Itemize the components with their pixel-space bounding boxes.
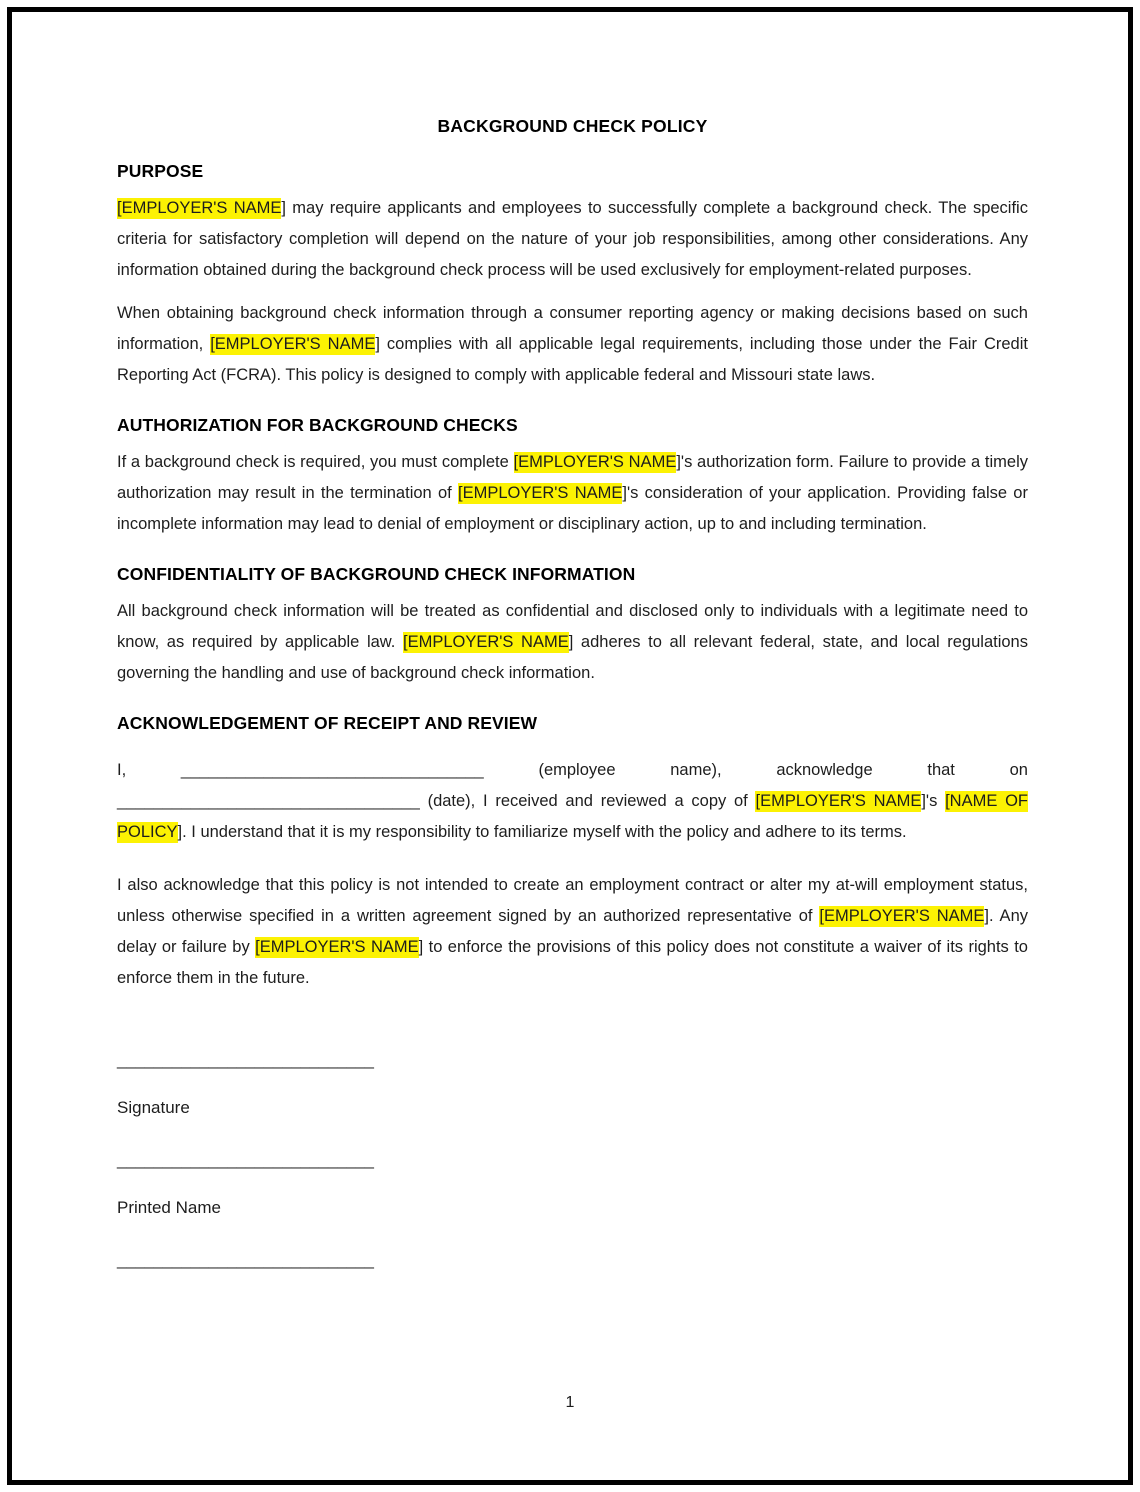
signature-label: Printed Name	[117, 1198, 221, 1217]
text-run: ]'s authorization form. Failure to provide a timely authorization may result in the termination of	[117, 453, 1028, 502]
paragraph	[117, 447, 1028, 540]
paragraph	[117, 596, 1028, 689]
text-run: All background check information will be treated as confidential and disclosed only to individuals with a legitimate need to know, as required by applicable law.	[117, 602, 1028, 651]
fill-in-blank: _________________________________	[180, 761, 484, 779]
signature-label: Signature	[117, 1098, 190, 1117]
text-run: I also acknowledge that this policy is not intended to create an employment contract or alter my at-will employment status, unless otherwise specified in a written agreement signed by an authorized representative of	[117, 876, 1028, 925]
text-run: (date), I received and reviewed a copy of	[419, 792, 756, 810]
signature-area	[117, 1049, 1028, 1271]
document-page	[7, 7, 1133, 1485]
document-title: BACKGROUND CHECK POLICY	[437, 116, 708, 136]
signature-line: ____________________________	[117, 1051, 374, 1069]
section-heading: AUTHORIZATION FOR BACKGROUND CHECKS	[117, 415, 518, 435]
text-run: When obtaining background check information through a consumer reporting agency or making decisions based on such information,	[117, 304, 1028, 353]
page-number: 1	[565, 1394, 575, 1411]
signature-line: ____________________________	[117, 1151, 374, 1169]
text-run: ] adheres to all relevant federal, state, and local regulations governing the handling and use of background check information.	[117, 633, 1028, 682]
text-run: ]. I understand that it is my responsibility to familiarize myself with the policy and adhere to its terms.	[177, 823, 907, 841]
paragraph	[117, 870, 1028, 994]
placeholder-highlight: [EMPLOYER'S NAME	[819, 907, 985, 925]
section-heading: CONFIDENTIALITY OF BACKGROUND CHECK INFORMATION	[117, 564, 636, 584]
placeholder-highlight: [EMPLOYER'S NAME	[513, 453, 677, 471]
paragraph	[117, 193, 1028, 286]
placeholder-highlight: [EMPLOYER'S NAME	[255, 938, 419, 956]
text-run: ]. Any delay or failure by	[117, 907, 1028, 956]
section-heading: ACKNOWLEDGEMENT OF RECEIPT AND REVIEW	[117, 713, 538, 733]
placeholder-highlight: [EMPLOYER'S NAME	[755, 792, 922, 810]
text-run: ]'s consideration of your application. Providing false or incomplete information may lead to denial of employment or disciplinary action, up to and including termination.	[117, 484, 1028, 533]
paragraph	[117, 298, 1028, 391]
text-run: ] may require applicants and employees to successfully complete a background check. The specific criteria for satisfactory completion will depend on the nature of your job responsibilities, among other considerations. Any information obtained during the background check process will be used exclusively for employment-related purposes.	[117, 199, 1028, 279]
section-heading: PURPOSE	[117, 161, 204, 181]
placeholder-highlight: [EMPLOYER'S NAME	[117, 199, 282, 217]
fill-in-blank: _________________________________	[117, 792, 420, 810]
text-run: ]'s	[921, 792, 946, 810]
text-run: I,	[117, 761, 181, 779]
placeholder-highlight: [NAME OF POLICY	[117, 792, 1028, 841]
paragraph	[117, 755, 1028, 848]
text-run: If a background check is required, you must complete	[117, 453, 514, 471]
text-run: ] complies with all applicable legal requirements, including those under the Fair Credit Reporting Act (FCRA). This policy is designed to comply with applicable federal and Missouri state laws.	[117, 335, 1028, 384]
document-body	[117, 161, 1028, 994]
placeholder-highlight: [EMPLOYER'S NAME	[210, 335, 376, 353]
signature-line: ____________________________	[117, 1251, 374, 1269]
text-run: (employee name), acknowledge that on	[483, 761, 1028, 779]
placeholder-highlight: [EMPLOYER'S NAME	[403, 633, 569, 651]
text-run: ] to enforce the provisions of this policy does not constitute a waiver of its rights to enforce them in the future.	[117, 938, 1028, 987]
placeholder-highlight: [EMPLOYER'S NAME	[458, 484, 623, 502]
